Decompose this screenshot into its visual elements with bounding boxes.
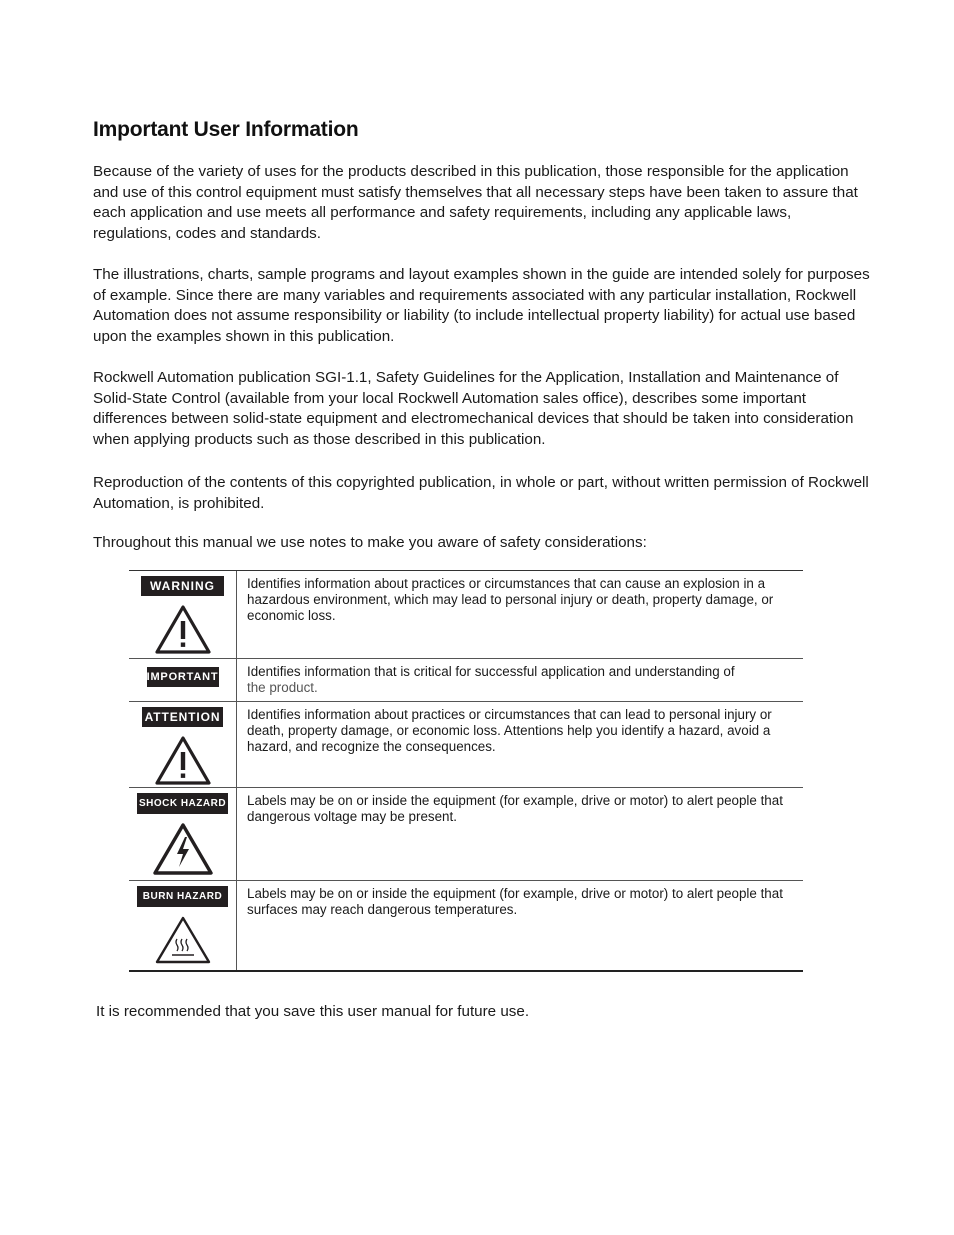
warning-triangle-icon <box>154 604 212 655</box>
note-text-important-main: Identifies information that is critical for successful application and understanding of <box>247 664 735 679</box>
paragraph-notes-intro: Throughout this manual we use notes to make you aware of safety considerations: <box>93 534 647 551</box>
note-text-important-end: the product. <box>247 679 318 695</box>
safety-notes-table <box>129 570 803 972</box>
paragraph-safety-guidelines: Rockwell Automation publication SGI-1.1, Safety Guidelines for the Application, Installation and Maintenance of Solid-State Control (available from your local Rockwell Automation sales office), describes some important differences between solid-state equipment and electromechanical devices that should be taken into consideration when applying products such as those described in this publication. <box>93 369 854 448</box>
note-row-attention <box>129 701 803 787</box>
note-text-attention: Identifies information about practices or circumstances that can lead to personal injury or death, property damage, or economic loss. Attentions help you identify a hazard, avoid a hazard, and recognize the consequences. <box>247 707 772 754</box>
note-row-important <box>129 658 803 701</box>
burn-hazard-badge: BURN HAZARD <box>137 886 228 907</box>
note-text-warning: Identifies information about practices or circumstances that can cause an explosion in a hazardous environment, which may lead to personal injury or death, property damage, or economic loss. <box>247 576 774 623</box>
note-text-important <box>237 659 803 701</box>
note-text-shock-hazard: Labels may be on or inside the equipment (for example, drive or motor) to alert people that dangerous voltage may be present. <box>247 793 783 824</box>
note-row-burn-hazard <box>129 880 803 970</box>
note-label-cell <box>129 571 237 658</box>
note-text-burn-hazard: Labels may be on or inside the equipment (for example, drive or motor) to alert people that surfaces may reach dangerous temperatures. <box>247 886 783 917</box>
closing-recommendation: It is recommended that you save this user manual for future use. <box>96 1003 530 1020</box>
hot-surface-icon <box>154 915 212 965</box>
paragraph-illustrations-disclaimer: The illustrations, charts, sample programs and layout examples shown in the guide are intended solely for purposes of example. Since there are many variables and requirements associated with any particular installation, Rockwell Automation does not assume responsibility or liability (to include intellectual property liability) for actual use based upon the examples shown in this publication. <box>93 266 870 345</box>
note-label-cell <box>129 659 237 701</box>
important-badge: IMPORTANT <box>147 667 219 687</box>
note-row-warning <box>129 571 803 658</box>
attention-badge: ATTENTION <box>142 707 223 727</box>
note-label-cell <box>129 788 237 880</box>
paragraph-usage-responsibility: Because of the variety of uses for the products described in this publication, those responsible for the application and use of this control equipment must satisfy themselves that all necessary steps have been taken to assure that each application and use meets all performance and safety requirements, including any applicable laws, regulations, codes and standards. <box>93 163 858 242</box>
note-label-cell <box>129 702 237 787</box>
note-row-shock-hazard <box>129 787 803 880</box>
note-label-cell <box>129 881 237 970</box>
electric-shock-icon <box>152 822 214 876</box>
warning-triangle-icon <box>154 735 212 786</box>
shock-hazard-badge: SHOCK HAZARD <box>137 793 228 814</box>
warning-badge: WARNING <box>141 576 224 596</box>
page-title: Important User Information <box>93 118 359 141</box>
paragraph-reproduction-notice: Reproduction of the contents of this copyrighted publication, in whole or part, without written permission of Rockwell Automation, is prohibited. <box>93 474 869 512</box>
